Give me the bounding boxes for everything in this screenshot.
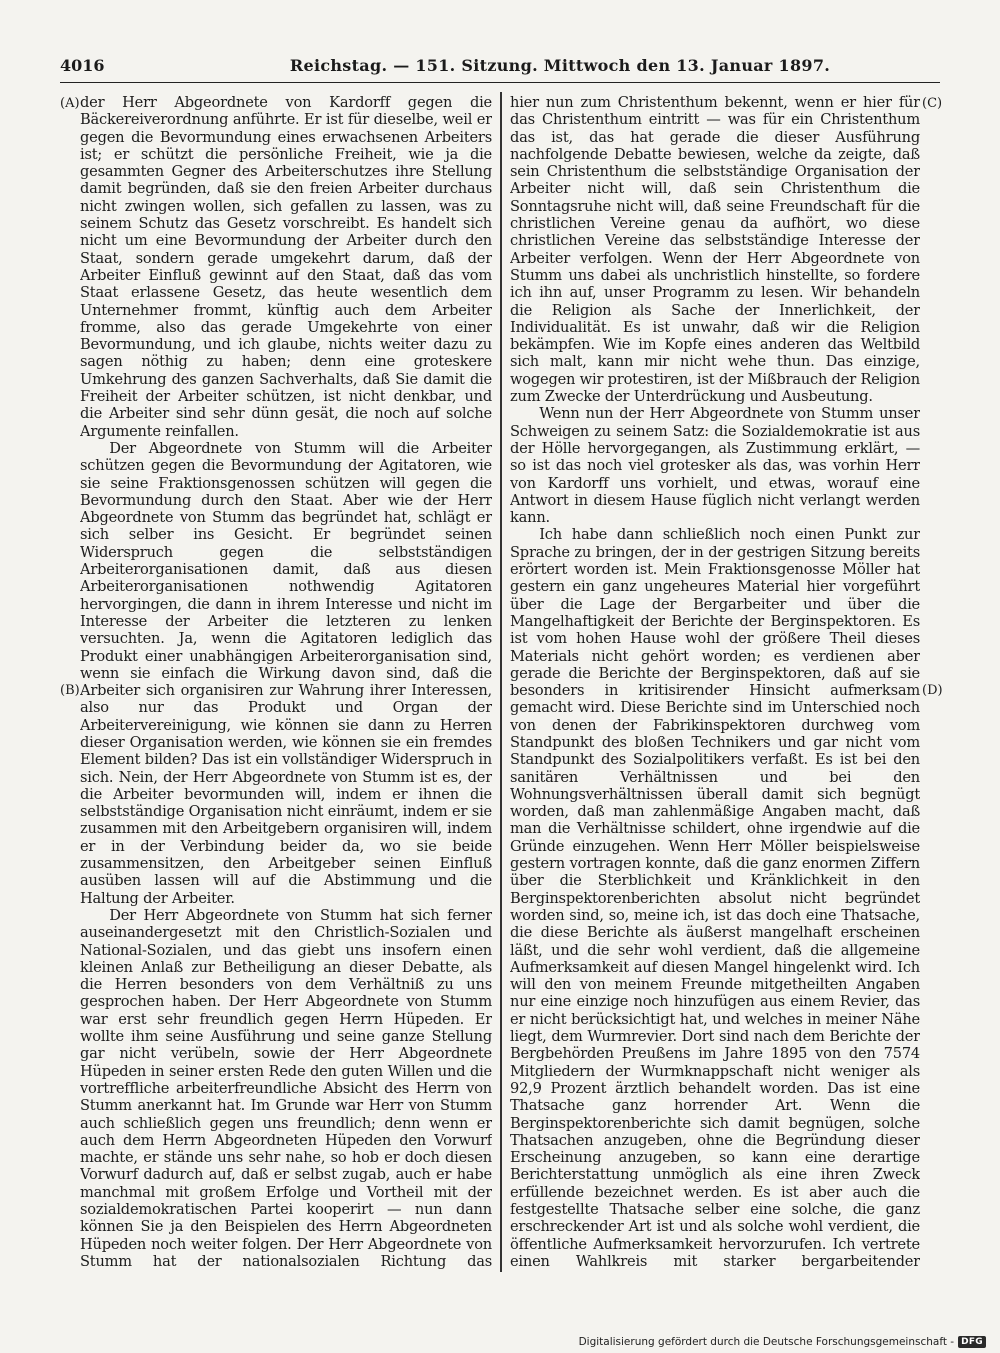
running-head: Reichstag. — 151. Sitzung. Mittwoch den 13. Januar 1897. bbox=[289, 56, 831, 75]
margin-mark-a: (A) bbox=[60, 96, 80, 111]
digitization-footer bbox=[579, 1336, 986, 1348]
right-paragraph: Ich habe dann schließlich noch einen Punkt zur Sprache zu bringen, der in der gestrigen Sitzung bereits erörtert worden ist. Mein Fraktionsgenosse Möller hat gestern ein ganz ungeheures Material hier vorgeführt über die Lage der Bergarbeiter und über die Mangelhaftigkeit der Berichte der Berginspektoren. Es ist vom hohen Hause wohl der größere Theil dieses Materials nicht gehört worden; es verdienen aber gerade die Berichte der Berginspektoren, daß auf sie besonders in kritisirender Hinsicht aufmerksam gemacht wird. Diese Berichte sind im Unterschied noch von denen der Fabrikinspektoren durchweg vom Standpunkt des bloßen Technikers und gar nicht vom Standpunkt des Sozialpolitikers verfaßt. Es ist bei den sanitären Verhältnissen und bei den Wohnungsverhältnissen überall damit sich begnügt worden, daß man zahlenmäßige Angaben macht, daß man die Verhältnisse schildert, ohne irgendwie auf die Gründe einzugehen. Wenn Herr Möller beispielsweise gestern vortragen konnte, daß die ganz enormen Ziffern über die Sterblichkeit und Kränklichkeit in den Berginspektorenberichten absolut nicht begründet worden sind, so, meine ich, ist das doch eine Thatsache, die diese Berichte als äußerst mangelhaft erscheinen läßt, und die sehr wohl verdient, daß die allgemeine Aufmerksamkeit auf diesen Mangel hingelenkt wird. Ich will den von meinem Freunde mitgetheilten Angaben nur eine einzige noch hinzufügen aus einem Revier, das er nicht berücksichtigt hat, und welches in meiner Nähe liegt, dem Wurmrevier. Dort sind nach dem Berichte der Bergbehörden Preußens im Jahre 1895 von den 7574 Mitgliedern der Wurmknappschaft nicht weniger als 92,9 Prozent ärztlich behandelt worden. Das ist eine Thatsache ganz horrender Art. Wenn die Berginspektorenberichte sich damit begnügen, solche Thatsachen anzugeben, ohne die Begründung dieser Erscheinung anzugeben, so kann eine derartige Berichterstattung unmöglich als eine ihren Zweck erfüllende bezeichnet werden. Es ist aber auch die festgestellte Thatsache selber eine solche, die ganz erschreckender Art ist und als solche wohl verdient, die öffentliche Aufmerksamkeit hervorzurufen. Ich vertrete einen Wahlkreis mit starker bergarbeitender bbox=[510, 526, 920, 1270]
right-column bbox=[510, 94, 920, 1270]
page-number: 4016 bbox=[60, 56, 105, 75]
margin-mark-b: (B) bbox=[60, 683, 80, 698]
left-column bbox=[80, 94, 492, 1270]
right-paragraph: hier nun zum Christenthum bekennt, wenn er hier für das Christenthum eintritt — was für ein Christenthum das ist, das hat gerade die dieser Ausführung nachfolgende Debatte bewiesen, welche da zeigte, daß sein Christenthum die selbstständige Organisation der Arbeiter nicht will, daß sein Christenthum die Sonntagsruhe nicht will, daß seine Freundschaft für die christlichen Vereine genau da aufhört, wo diese christlichen Vereine das selbstständige Interesse der Arbeiter verfolgen. Wenn der Herr Abgeordnete von Stumm uns dabei als unchristlich hinstellte, so fordere ich ihn auf, unser Programm zu lesen. Wir behandeln die Religion als Sache der Innerlichkeit, der Individualität. Es ist unwahr, daß wir die Religion bekämpfen. Wie im Kopfe eines anderen das Weltbild sich malt, kann mir nicht wehe thun. Das einzige, wogegen wir protestiren, ist der Mißbrauch der Religion zum Zwecke der Unterdrückung und Ausbeutung. bbox=[510, 94, 920, 406]
margin-mark-c: (C) bbox=[922, 96, 943, 111]
left-paragraph: der Herr Abgeordnete von Kardorff gegen die Bäckereiverordnung anführte. Er ist für dieselbe, weil er gegen die Bevormundung eines erwachsenen Arbeiters ist; er schützt die persönliche Freiheit, wie ja die gesammten Gegner des Arbeiterschutzes ihre Stellung damit begründen, daß sie den freien Arbeiter durchaus nicht zwingen wollen, sich gefallen zu lassen, was zu seinem Schutz das Gesetz vorschreibt. Es handelt sich nicht um eine Bevormundung der Arbeiter durch den Staat, sondern gerade umgekehrt darum, daß der Arbeiter Einfluß gewinnt auf den Staat, daß das vom Staat erlassene Gesetz, das heute wesentlich dem Unternehmer frommt, künftig auch dem Arbeiter fromme, also das gerade Umgekehrte von einer Bevormundung, und ich glaube, nichts weiter dazu zu sagen nöthig zu haben; denn eine groteskere Umkehrung des ganzen Sachverhalts, daß Sie damit die Freiheit der Arbeiter schützen, ist nicht denkbar, und die Arbeiter sind sehr dünn gesät, die noch auf solche Argumente reinfallen. bbox=[80, 94, 492, 440]
left-paragraph: Der Herr Abgeordnete von Stumm hat sich ferner auseinandergesetzt mit den Christlich-Sozialen und National-Sozialen, und das giebt uns insofern einen kleinen Anlaß zur Betheiligung an dieser Debatte, als die Herren besonders von dem Verhältniß zu uns gesprochen haben. Der Herr Abgeordnete von Stumm war erst sehr freundlich gegen Herrn Hüpeden. Er wollte ihm seine Ausführung und seine ganze Stellung gar nicht verübeln, sowie der Herr Abgeordnete Hüpeden in seiner ersten Rede den guten Willen und die vortreffliche arbeiterfreundliche Absicht des Herrn von Stumm anerkannt hat. Im Grunde war Herr von Stumm auch schließlich gegen uns freundlich; denn wenn er auch dem Herrn Abgeordneten Hüpeden den Vorwurf machte, er stände uns sehr nahe, so hob er doch diesen Vorwurf dadurch auf, daß er selbst zugab, auch er habe manchmal mit großem Erfolge und Vortheil mit der sozialdemokratischen Partei kooperirt — nun dann können Sie ja den Beispielen des Herrn Abgeordneten Hüpeden noch weiter folgen. Der Herr Abgeordnete von Stumm hat der nationalsozialen Richtung das bbox=[80, 906, 492, 1270]
footer-text: Digitalisierung gefördert durch die Deutsche Forschungsgemeinschaft - bbox=[578, 1336, 955, 1348]
margin-mark-d: (D) bbox=[922, 683, 943, 698]
page-header bbox=[60, 56, 940, 83]
right-paragraph: Wenn nun der Herr Abgeordnete von Stumm unser Schweigen zu seinem Satz: die Sozialdemokratie ist aus der Hölle hervorgegangen, als Zustimmung erklärt, — so ist das noch viel grotesker als das, was vorhin Herr von Kardorff uns vorhielt, und etwas, worauf eine Antwort in diesem Hause füglich nicht verlangt werden kann. bbox=[510, 405, 920, 527]
dfg-logo-icon: DFG bbox=[958, 1336, 986, 1348]
column-divider bbox=[500, 92, 502, 1272]
left-paragraph: Der Abgeordnete von Stumm will die Arbeiter schützen gegen die Bevormundung der Agitatoren, wie sie seine Fraktionsgenossen schützen will gegen die Bevormundung durch den Staat. Aber wie der Herr Abgeordnete von Stumm das begründet hat, schlägt er sich selber ins Gesicht. Er begründet seinen Widerspruch gegen die selbstständigen Arbeiterorganisationen damit, daß aus diesen Arbeiterorganisationen nothwendig Agitatoren hervorgingen, die dann in ihrem Interesse und nicht im Interesse der Arbeiter die letzteren zu lenken versuchten. Ja, wenn die Agitatoren lediglich das Produkt einer unabhängigen Arbeiterorganisation sind, wenn sie einfach die Wirkung davon sind, daß die Arbeiter sich organisiren zur Wahrung ihrer Interessen, also nur das Produkt und Organ der Arbeitervereinigung, wie können sie dann zu Herren dieser Organisation werden, wie können sie ein fremdes Element bilden? Das ist ein vollständiger Widerspruch in sich. Nein, der Herr Abgeordnete von Stumm ist es, der die Arbeiter bevormunden will, indem er ihnen die selbstständige Organisation nicht einräumt, indem er sie zusammen mit den Arbeitgebern organisiren will, indem er in der Verbindung beider da, wo sie beide zusammensitzen, den Arbeitgeber seinen Einfluß ausüben lassen will auf die Abstimmung und die Haltung der Arbeiter. bbox=[80, 439, 492, 907]
